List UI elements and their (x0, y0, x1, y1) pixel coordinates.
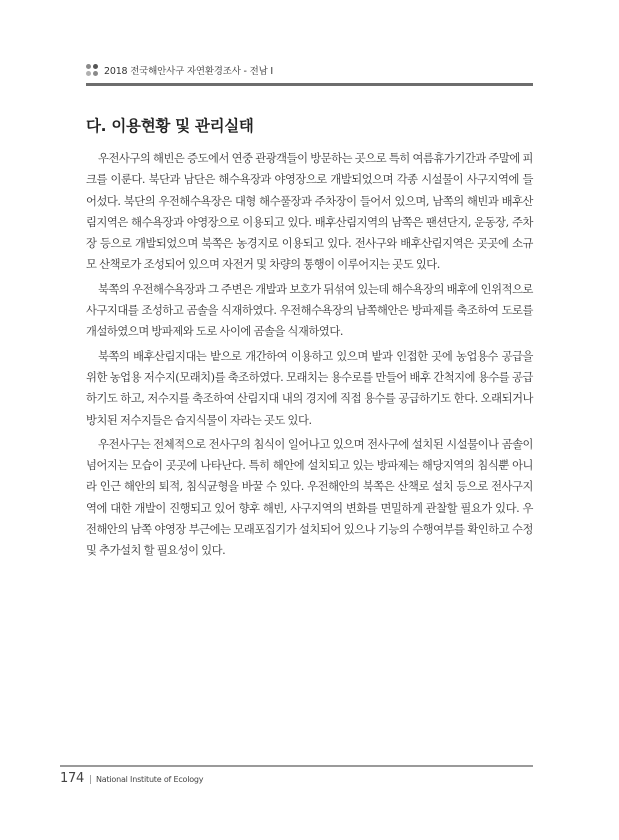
page-footer (60, 771, 203, 786)
footer-separator: | (88, 775, 92, 785)
paragraph: 북쪽의 배후산림지대는 밭으로 개간하여 이용하고 있으며 밭과 인접한 곳에 농업용수 공급을 위한 농업용 저수지(모래치)를 축조하였다. 모래치는 용수로를 만들어 배후 간척지에 용수를 공급하기도 하고, 저수지를 축조하여 산림지대 내의 경지에 직접 용수를 공급하기도 한다. 오래되거나 방치된 저수지들은 습지식물이 자라는 곳도 있다. (86, 349, 533, 427)
body-text (86, 148, 533, 565)
footer-divider (60, 765, 533, 767)
page-number: 174 (60, 771, 84, 786)
header-dots-icon (86, 64, 100, 77)
section-title: 다. 이용현황 및 관리실태 (86, 117, 254, 135)
paragraph: 우전사구는 전체적으로 전사구의 침식이 일어나고 있으며 전사구에 설치된 시설물이나 곰솔이 넘어지는 모습이 곳곳에 나타난다. 특히 해안에 설치되고 있는 방파제는 해당지역의 침식뿐 아니라 인근 해안의 퇴적, 침식균형을 바꿀 수 있다. 우전해안의 북쪽은 산책로 설치 등으로 전사구지역에 대한 개발이 진행되고 있어 향후 해빈, 사구지역의 변화를 면밀하게 관찰할 필요가 있다. 우전해안의 남쪽 야영장 부근에는 모래포집기가 설치되어 있으나 기능의 수행여부를 확인하고 수정 및 추가설치 할 필요성이 있다. (86, 437, 533, 558)
running-title: 2018 전국해안사구 자연환경조사 - 전남 I (104, 66, 273, 77)
institution-name: National Institute of Ecology (95, 775, 204, 784)
header-divider (86, 83, 533, 86)
paragraph: 북쪽의 우전해수욕장과 그 주변은 개발과 보호가 뒤섞여 있는데 해수욕장의 배후에 인위적으로 사구지대를 조성하고 곰솔을 식재하였다. 우전해수욕장의 남쪽해안은 방파제를 축조하여 도로를 개설하였으며 방파제와 도로 사이에 곰솔을 식재하였다. (86, 282, 533, 339)
paragraph: 우전사구의 해빈은 증도에서 연중 관광객들이 방문하는 곳으로 특히 여름휴가기간과 주말에 피크를 이룬다. 북단과 남단은 해수욕장과 야영장으로 개발되었으며 각종 시설물이 사구지역에 들어섰다. 북단의 우전해수욕장은 대형 해수풀장과 주차장이 들어서 있으며, 남쪽의 해빈과 배후산림지역은 해수욕장과 야영장으로 이용되고 있다. 배후산림지역의 남쪽은 팬션단지, 운동장, 주차장 등으로 개발되었으며 북쪽은 농경지로 이용되고 있다. 전사구와 배후산림지역은 곳곳에 소규모 산책로가 조성되어 있으며 자전거 및 차량의 통행이 이루어지는 곳도 있다. (86, 152, 533, 272)
running-header (86, 60, 273, 80)
